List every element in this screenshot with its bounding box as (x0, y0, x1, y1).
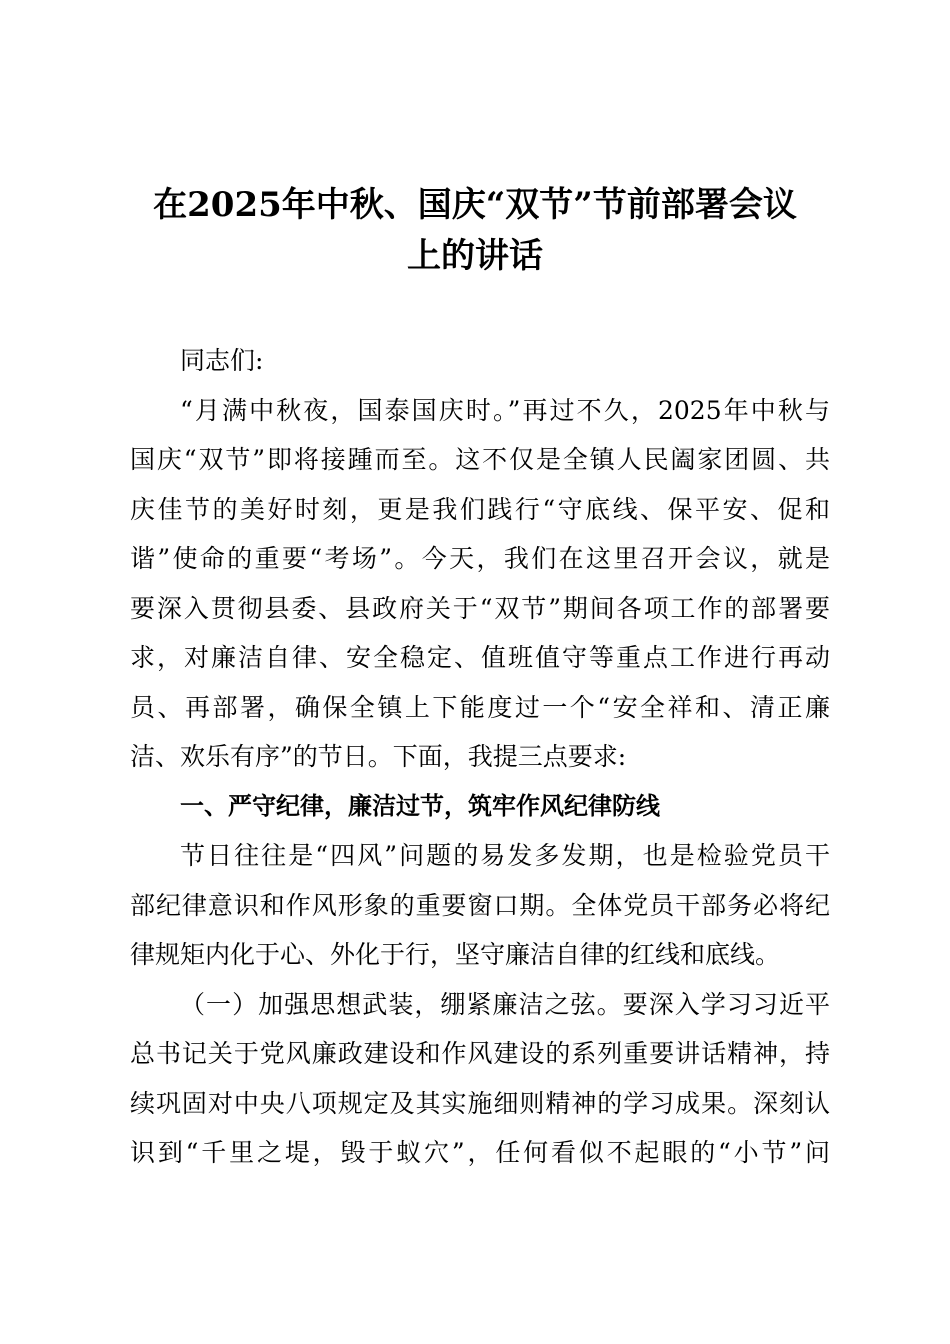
salutation: 同志们: (180, 346, 264, 375)
paragraph-2-line: 律规矩内化于心、外化于行，坚守廉洁自律的红线和底线。 (130, 940, 781, 969)
paragraph-3-line: 续巩固对中央八项规定及其实施细则精神的学习成果。深刻认 (130, 1088, 830, 1118)
paragraph-3-line: 识到“千里之堤，毁于蚁穴”，任何看似不起眼的“小节”问 (130, 1138, 830, 1167)
paragraph-1-line: 国庆“双节”即将接踵而至。这不仅是全镇人民阖家团圆、共 (130, 445, 830, 474)
paragraph-1-line: 谐”使命的重要“考场”。今天，我们在这里召开会议，就是 (130, 544, 830, 573)
paragraph-3-line: 总书记关于党风廉政建设和作风建设的系列重要讲话精神，持 (130, 1039, 830, 1068)
title-line-2: 上的讲话 (407, 236, 543, 276)
paragraph-1-line: “月满中秋夜，国泰国庆时。”再过不久，2025年中秋与 (180, 395, 830, 425)
paragraph-1-line: 洁、欢乐有序”的节日。下面，我提三点要求: (130, 742, 627, 771)
paragraph-1-line: 要深入贯彻县委、县政府关于“双节”期间各项工作的部署要 (130, 593, 830, 623)
section-heading-1: 一、严守纪律，廉洁过节，筑牢作风纪律防线 (180, 791, 660, 820)
paragraph-1-line: 求，对廉洁自律、安全稳定、值班值守等重点工作进行再动 (130, 643, 830, 672)
document-title (120, 180, 830, 282)
title-line-1: 在2025年中秋、国庆“双节”节前部署会议 (153, 185, 797, 225)
document-body (130, 336, 830, 1178)
paragraph-3-line: （一）加强思想武装，绷紧廉洁之弦。要深入学习习近平 (180, 989, 830, 1019)
paragraph-2-line: 节日往往是“四风”问题的易发多发期，也是检验党员干 (180, 841, 830, 870)
paragraph-1-line: 庆佳节的美好时刻，更是我们践行“守底线、保平安、促和 (130, 494, 830, 524)
paragraph-2-line: 部纪律意识和作风形象的重要窗口期。全体党员干部务必将纪 (130, 890, 830, 920)
paragraph-1-line: 员、再部署，确保全镇上下能度过一个“安全祥和、清正廉 (130, 692, 830, 722)
